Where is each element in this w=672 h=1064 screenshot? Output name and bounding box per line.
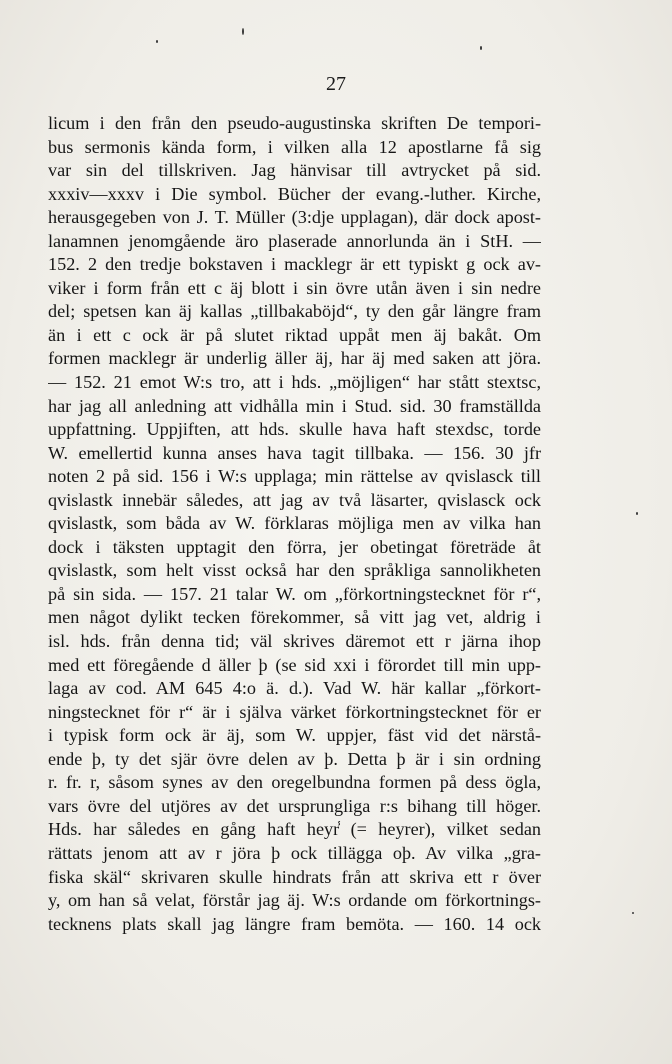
body-text: [48, 112, 541, 936]
text-line: tecknens plats skall jag längre fram bemöta. — 160. 14 ock: [48, 913, 541, 934]
text-line: herausgegeben von J. T. Müller (3:dje upplagan), där dock apost-: [48, 207, 541, 228]
text-line: vars övre del utjöres av det ursprungliga r:s bihang till höger.: [48, 795, 541, 816]
text-line: laga av cod. AM 645 4:o ä. d.). Vad W. här kallar „förkort-: [48, 678, 541, 699]
page-number: 27: [326, 73, 346, 95]
text-line: xxxiv—xxxv i Die symbol. Bücher der evang.-luther. Kirche,: [48, 183, 541, 204]
scan-speck: [156, 40, 158, 43]
text-line: 152. 2 den tredje bokstaven i macklegr är ett typiskt g ock av-: [48, 254, 541, 275]
text-line: i typisk form ock är äj, som W. uppjer, fäst vid det närstå-: [48, 725, 541, 746]
text-line: formen macklegr är underlig äller äj, har äj med saken att jöra.: [48, 348, 541, 369]
text-line: var sin del tillskriven. Jag hänvisar till avtrycket på sid.: [48, 160, 541, 181]
scan-speck: [632, 912, 634, 914]
text-line: med ett föregående d äller þ (se sid xxi i förordet till min upp-: [48, 654, 541, 675]
text-line: ningstecknet för r“ är i själva värket förkortningstecknet för er: [48, 701, 541, 722]
text-line: W. emellertid kunna anses hava tagit tillbaka. — 156. 30 jfr: [48, 442, 541, 463]
text-line: qvislastk, som helt visst också har den språkliga sannolikheten: [48, 560, 541, 581]
text-line: r. fr. r, såsom synes av den oregelbundna formen på dess ögla,: [48, 772, 541, 793]
text-line: viker i form från ett c äj blott i sin övre utån även i sin nedre: [48, 277, 541, 298]
text-line: har jag all anledning att vidhålla min i Stud. sid. 30 framställda: [48, 395, 541, 416]
text-line: än i ett c ock är på slutet riktad uppåt men äj bakåt. Om: [48, 324, 541, 345]
text-line: rättats jenom att av r jöra þ ock tillägga oþ. Av vilka „gra-: [48, 842, 541, 863]
text-line: qvislastk, som båda av W. förklaras möjliga men av vilka han: [48, 513, 541, 534]
text-line: isl. hds. från denna tid; väl skrives däremot ett r järna ihop: [48, 631, 541, 652]
scan-speck: [636, 512, 638, 515]
text-line: på sin sida. — 157. 21 talar W. om „förkortningstecknet för r“,: [48, 583, 541, 604]
text-line: licum i den från den pseudo-augustinska skriften De tempori-: [48, 113, 541, 133]
text-line: uppfattning. Uppjiften, att hds. skulle hava haft stexdsc, torde: [48, 419, 541, 440]
scan-speck: [480, 46, 482, 50]
text-line: bus sermonis kända form, i vilken alla 12 apostlarne få sig: [48, 136, 541, 157]
text-line: noten 2 på sid. 156 i W:s upplaga; min rättelse av qvislasck till: [48, 466, 541, 487]
text-line: ende þ, ty det sjär övre delen av þ. Detta þ är i sin ordning: [48, 748, 541, 769]
text-line: y, om han så velat, förstår jag äj. W:s ordande om förkortnings-: [48, 890, 541, 911]
text-line: lanamnen jenomgående äro plaserade annorlunda än i StH. —: [48, 230, 541, 251]
text-line: del; spetsen kan äj kallas „tillbakaböjd“, ty den går längre fram: [48, 301, 541, 322]
text-line: Hds. har således en gång haft heyr̾ (= heyrer), vilket sedan: [48, 819, 541, 840]
text-line: men något dylikt tecken förekommer, så vitt jag vet, aldrig i: [48, 607, 541, 628]
scan-speck: [242, 28, 244, 35]
text-line: qvislastk innebär således, att jag av två läsarter, qvislasck ock: [48, 489, 541, 510]
text-line: fiska skäl“ skrivaren skulle hindrats från att skriva ett r över: [48, 866, 541, 887]
text-line: dock i täksten upptagit den förra, jer obetingat företräde åt: [48, 536, 541, 557]
text-line: — 152. 21 emot W:s tro, att i hds. „möjligen“ har stått stextsc,: [48, 372, 541, 393]
